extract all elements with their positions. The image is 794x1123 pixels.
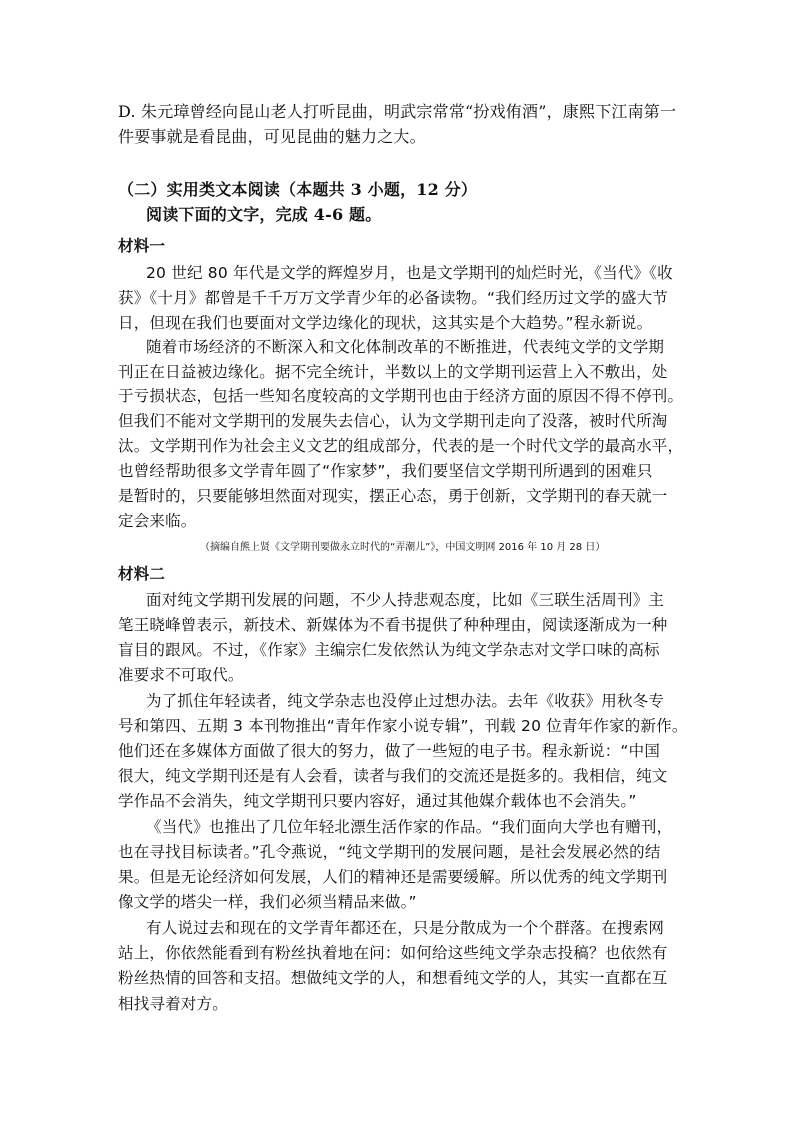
material2-line: 有人说过去和现在的文学青年都还在，只是分散成为一个个群落。在搜索网 <box>146 919 665 937</box>
material1-line: 但我们不能对文学期刊的发展失去信心，认为文学期刊走向了没落，被时代所淘 <box>118 412 668 430</box>
material2-line: 号和第四、五期 3 本刊物推出“青年作家小说专辑”，刊载 20 位青年作家的新作。 <box>118 717 688 735</box>
material1-line: 于亏损状态，包括一些知名度较高的文学期刊也由于经济方面的原因不得不停刊。 <box>118 387 684 405</box>
material2-line: 很大，纯文学期刊还是有人会看，读者与我们的交流还是挺多的。我相信，纯文 <box>118 767 668 785</box>
material2-line: 笔王晓峰曾表示，新技术、新媒体为不看书提供了种种理由，阅读逐渐成为一种 <box>118 616 668 634</box>
option-d-line-1: D. 朱元璋曾经向昆山老人打听昆曲，明武宗常常“扮戏侑酒”，康熙下江南第一 <box>118 102 677 121</box>
material2-heading: 材料二 <box>118 565 166 583</box>
material2-line: 面对纯文学期刊发展的问题，不少人持悲观态度，比如《三联生活周刊》主 <box>146 591 665 609</box>
material1-line: 随着市场经济的不断深入和文化体制改革的不断推进，代表纯文学的文学期 <box>146 338 665 356</box>
material1-line: 日，但现在我们也要面对文学边缘化的现状，这其实是个大趋势。”程永新说。 <box>118 314 653 332</box>
material2-line: 准要求不可取代。 <box>118 666 244 684</box>
material2-line: 像文学的塔尖一样，我们必须当精品来做。” <box>118 893 417 911</box>
material2-line: 为了抓住年轻读者，纯文学杂志也没停止过想办法。去年《收获》用秋冬专 <box>146 692 665 710</box>
material2-line: 站上，你依然能看到有粉丝执着地在问：如何给这些纯文学杂志投稿？也依然有 <box>118 944 668 962</box>
option-d-line-2: 件要事就是看昆曲，可见昆曲的魅力之大。 <box>118 127 426 146</box>
material1-line: 20 世纪 80 年代是文学的辉煌岁月，也是文学期刊的灿烂时光，《当代》《收 <box>146 264 673 282</box>
material1-source: （摘编自熊上贤《文学期刊要做永立时代的“弄潮儿”》，中国文明网 2016 年 10 月 28 日） <box>200 542 606 553</box>
material2-line: 学作品不会消失，纯文学期刊只要内容好，通过其他媒介载体也不会消失。” <box>118 792 637 810</box>
material2-line: 盲目的跟风。不过，《作家》主编宗仁发依然认为纯文学杂志对文学口味的高标 <box>118 641 660 659</box>
material1-line: 是暂时的，只要能够坦然面对现实，摆正心态，勇于创新，文学期刊的春天就一 <box>118 487 668 505</box>
material2-line: 他们还在多媒体方面做了很大的努力，做了一些短的电子书。程永新说：“中国 <box>118 742 661 760</box>
material1-line: 定会来临。 <box>118 512 197 530</box>
material1-heading: 材料一 <box>118 237 166 255</box>
material2-line: 果。但是无论经济如何发展，人们的精神还是需要缓解。所以优秀的纯文学期刊 <box>118 868 668 886</box>
material1-line: 获》《十月》都曾是千千万万文学青少年的必备读物。“我们经历过文学的盛大节 <box>118 289 668 307</box>
material1-line: 也曾经帮助很多文学青年圆了“作家梦”，我们要坚信文学期刊所遇到的困难只 <box>118 462 653 480</box>
material2-line: 相找寻着对方。 <box>118 995 228 1013</box>
material1-line: 汰。文学期刊作为社会主义文艺的组成部分，代表的是一个时代文学的最高水平， <box>118 437 684 455</box>
instruction: 阅读下面的文字，完成 4-6 题。 <box>146 205 382 224</box>
material2-line: 《当代》也推出了几位年轻北漂生活作家的作品。“我们面向大学也有赠刊， <box>146 818 673 836</box>
material2-line: 也在寻找目标读者。”孔令燕说，“纯文学期刊的发展问题，是社会发展必然的结 <box>118 843 661 861</box>
section-title: （二）实用类文本阅读（本题共 3 小题，12 分） <box>118 180 478 199</box>
material1-line: 刊正在日益被边缘化。据不完全统计，半数以上的文学期刊运营上入不敷出，处 <box>118 363 668 381</box>
material2-line: 粉丝热情的回答和支招。想做纯文学的人，和想看纯文学的人，其实一直都在互 <box>118 969 668 987</box>
